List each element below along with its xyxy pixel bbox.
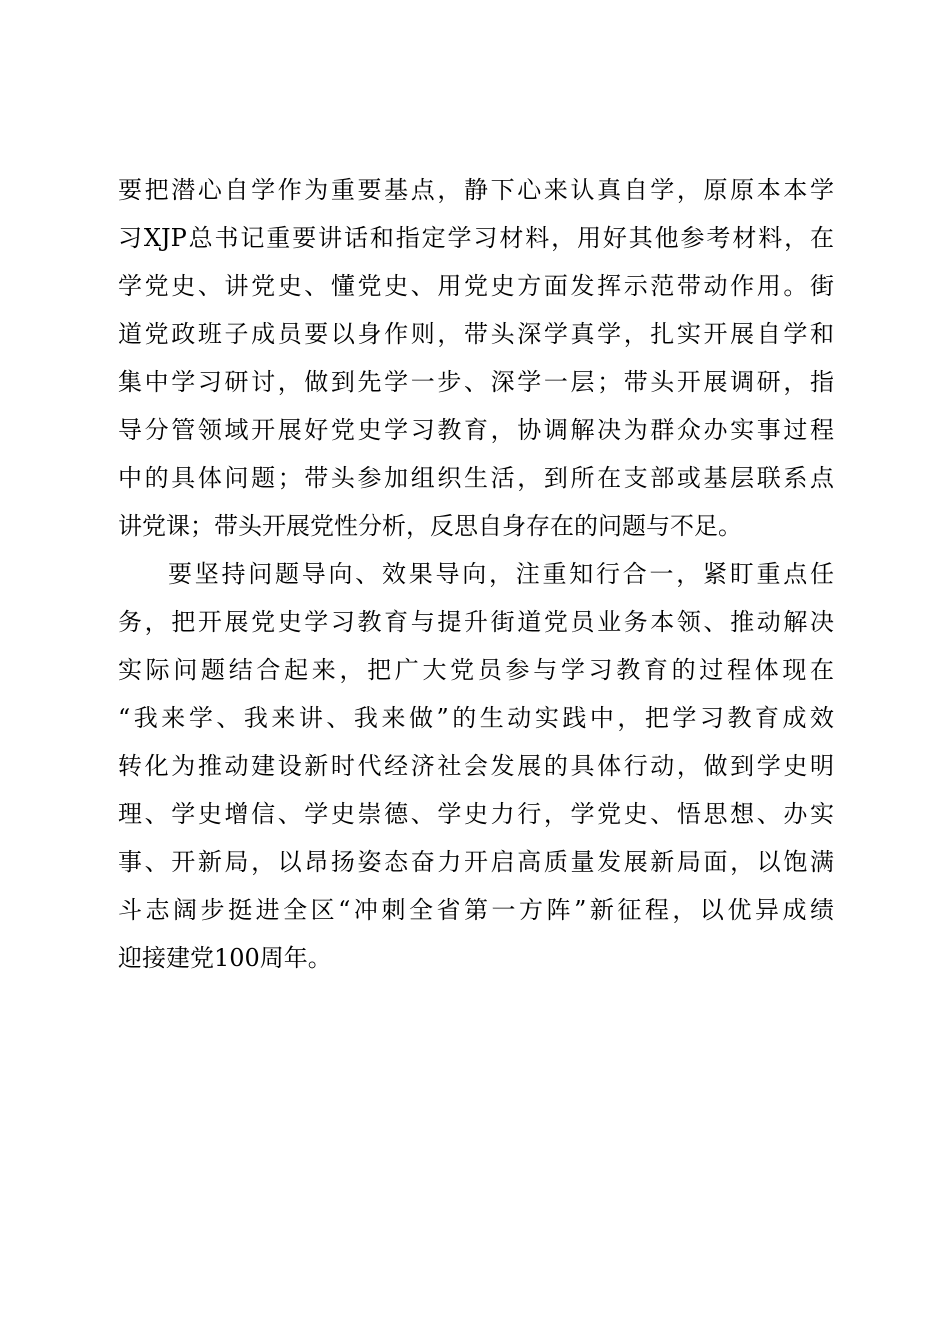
- text-line: 讲党课；带头开展党性分析，反思自身存在的问题与不足。: [118, 512, 742, 540]
- text-line: 习XJP总书记重要讲话和指定学习材料，用好其他参考材料，在: [118, 224, 834, 252]
- paragraph-2: [118, 550, 834, 982]
- text-line: “我来学、我来讲、我来做”的生动实践中，把学习教育成效: [118, 704, 834, 732]
- text-line: 转化为推动建设新时代经济社会发展的具体行动，做到学史明: [118, 752, 834, 780]
- text-line: 理、学史增信、学史崇德、学史力行，学党史、悟思想、办实: [118, 800, 834, 828]
- text-line: 集中学习研讨，做到先学一步、深学一层；带头开展调研，指: [118, 368, 834, 396]
- text-line: 中的具体问题；带头参加组织生活，到所在支部或基层联系点: [118, 464, 834, 492]
- text-line: 道党政班子成员要以身作则，带头深学真学，扎实开展自学和: [118, 320, 834, 348]
- text-line: 要坚持问题导向、效果导向，注重知行合一，紧盯重点任: [168, 560, 834, 588]
- text-line: 导分管领域开展好党史学习教育，协调解决为群众办实事过程: [118, 416, 834, 444]
- text-line: 斗志阔步挺进全区“冲刺全省第一方阵”新征程，以优异成绩: [118, 896, 834, 924]
- text-line: 事、开新局，以昂扬姿态奋力开启高质量发展新局面，以饱满: [118, 848, 834, 876]
- text-line: 实际问题结合起来，把广大党员参与学习教育的过程体现在: [118, 656, 834, 684]
- paragraph-1: [118, 166, 834, 550]
- document-body: [118, 166, 834, 982]
- text-line: 务，把开展党史学习教育与提升街道党员业务本领、推动解决: [118, 608, 834, 636]
- text-line: 迎接建党100周年。: [118, 944, 332, 972]
- text-line: 要把潜心自学作为重要基点，静下心来认真自学，原原本本学: [118, 176, 834, 204]
- text-line: 学党史、讲党史、懂党史、用党史方面发挥示范带动作用。街: [118, 272, 834, 300]
